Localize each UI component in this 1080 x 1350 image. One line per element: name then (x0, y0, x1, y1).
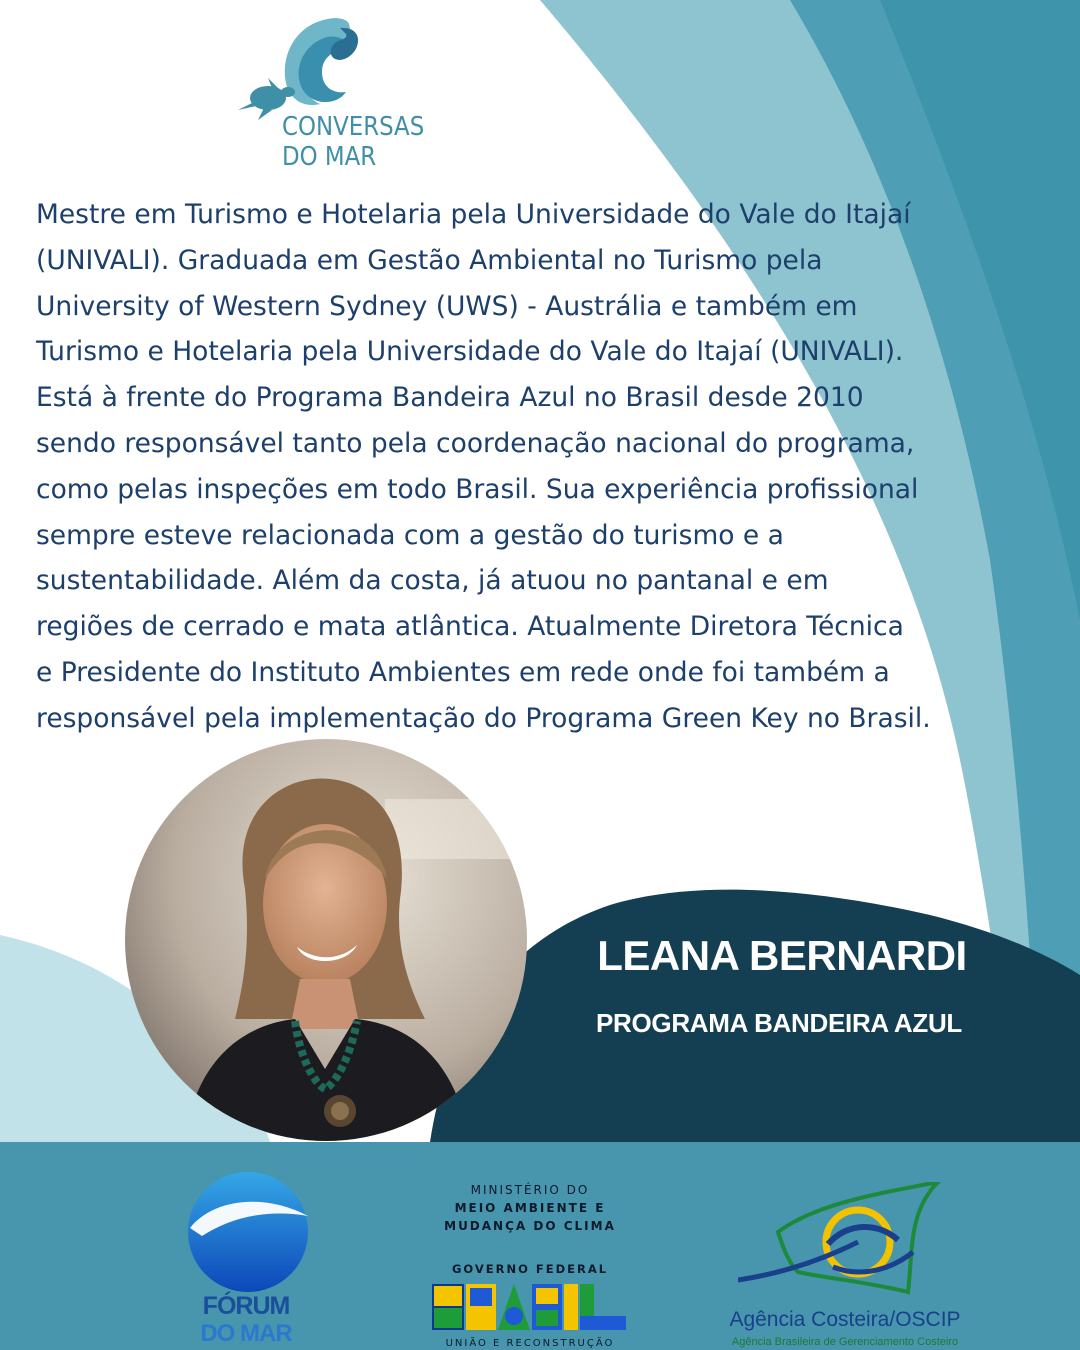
bio-line: (UNIVALI). Graduada em Gestão Ambiental no Turismo pela (36, 244, 823, 276)
brasil-wordmark-logo (432, 1278, 628, 1334)
bio-line: Mestre em Turismo e Hotelaria pela Universidade do Vale do Itajaí (36, 199, 911, 230)
partners-footer (0, 1142, 1080, 1350)
speaker-name: LEANA BERNARDI (597, 932, 967, 979)
governo-federal-label: GOVERNO FEDERAL (451, 1262, 609, 1276)
bio-line: e Presidente do Instituto Ambientes em rede onde foi também a (36, 656, 890, 688)
agency-subtitle: Agência Brasileira de Gerenciamento Costeiro (731, 1336, 959, 1348)
logo-line-1: CONVERSAS (282, 112, 425, 142)
bio-line: University of Western Sydney (UWS) - Austrália e também em (36, 290, 858, 322)
bio-line: sempre esteve relacionada com a gestão do turismo e a (36, 519, 784, 551)
bio-line: sustentabilidade. Além da costa, já atuou no pantanal e em (36, 565, 829, 597)
agencia-costeira-logo (738, 1182, 943, 1302)
agency-name: Agência Costeira/OSCIP (729, 1308, 961, 1331)
bio-line: sendo responsável tanto pela coordenação nacional do programa, (36, 427, 915, 459)
ministry-logo (420, 1182, 640, 1235)
speaker-photo (125, 739, 527, 1141)
logo-line-2: DO MAR (282, 142, 377, 172)
speaker-bio (36, 192, 1026, 742)
ministry-line-2: MEIO AMBIENTE E (454, 1201, 606, 1215)
bio-line: como pelas inspeções em todo Brasil. Sua experiência profissional (36, 473, 919, 505)
ministry-line-1: MINISTÉRIO DO (470, 1183, 590, 1197)
bio-line: responsável pela implementação do Programa Green Key no Brasil. (36, 702, 931, 734)
forum-title-line-1: FÓRUM (202, 1292, 290, 1320)
forum-title-line-2: DO MAR (200, 1320, 292, 1347)
bio-line: Turismo e Hotelaria pela Universidade do Vale do Itajaí (UNIVALI). (36, 336, 904, 368)
bio-line: regiões de cerrado e mata atlântica. Atualmente Diretora Técnica (36, 611, 904, 643)
ministry-line-3: MUDANÇA DO CLIMA (444, 1219, 616, 1233)
motto-label: UNIÃO E RECONSTRUÇÃO (445, 1338, 615, 1349)
bio-line: Está à frente do Programa Bandeira Azul no Brasil desde 2010 (36, 382, 864, 414)
speaker-organization: PROGRAMA BANDEIRA AZUL (595, 1008, 963, 1038)
logo-wordmark (282, 112, 424, 172)
